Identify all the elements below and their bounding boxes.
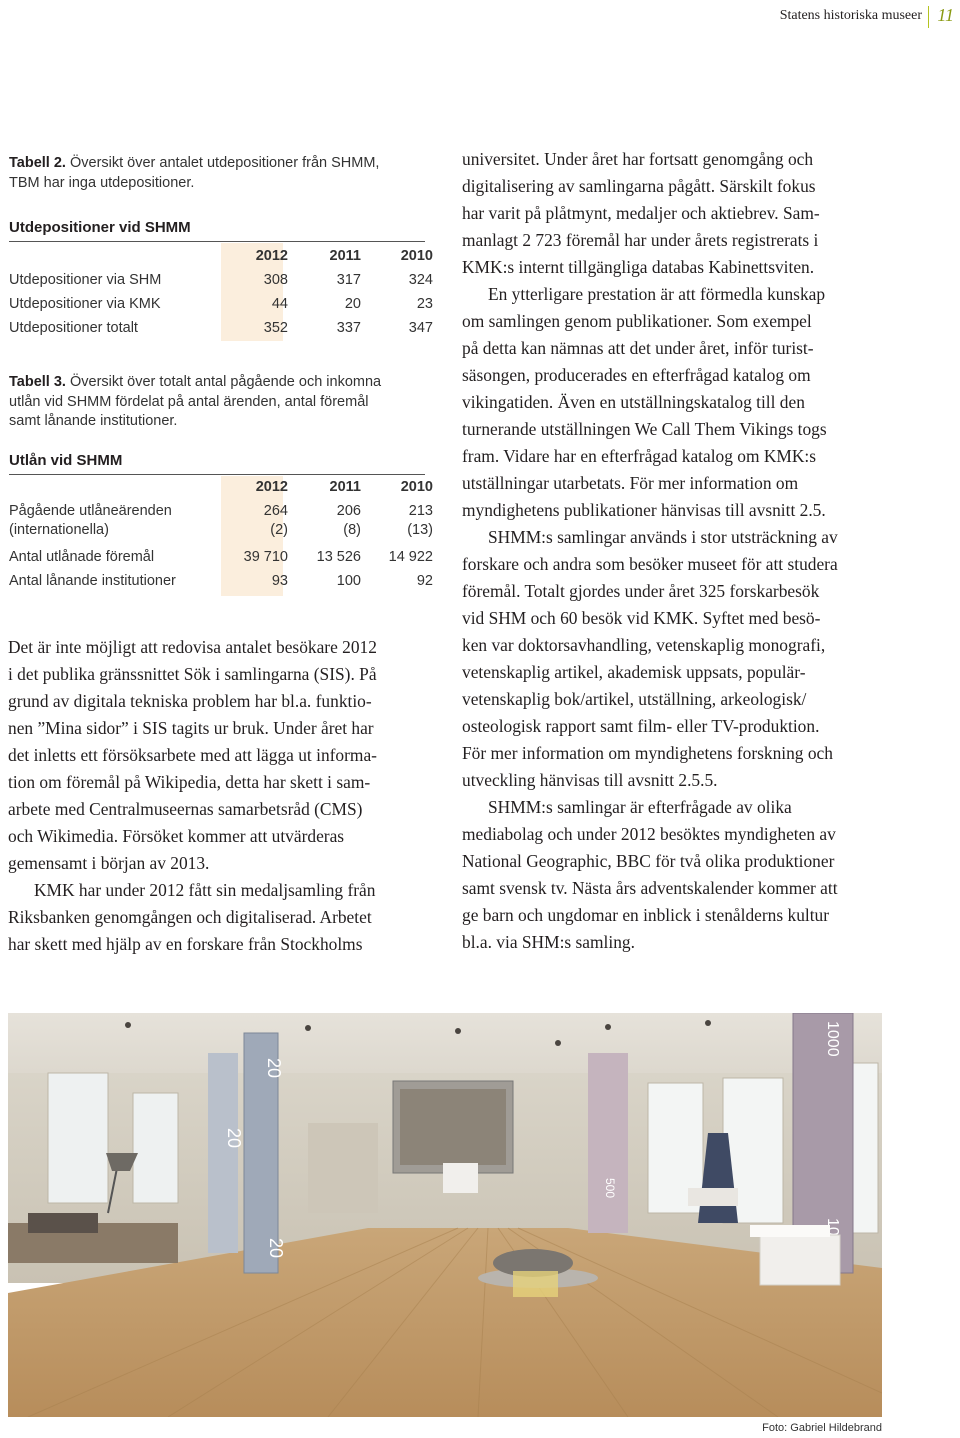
text-line: tion om föremål på Wikipedia, detta har skett i sam- — [8, 772, 371, 792]
table3-row-label: Antal lånande institutioner — [9, 573, 176, 589]
photo-credit: Foto: Gabriel Hildebrand — [762, 1422, 882, 1434]
banner-text: 1000 — [824, 1021, 841, 1057]
text-line: universitet. Under året har fortsatt genomgång och — [462, 149, 814, 169]
table3-cell: 39 710 — [243, 549, 288, 565]
text-line: vetenskaplig bok/artikel, utställning, arkeologisk/ — [462, 689, 807, 709]
right-paragraph-1 — [462, 146, 892, 281]
text-line: föremål. Totalt gjordes under året 325 forskarbesök — [462, 581, 820, 601]
table3-cell: 213 — [408, 503, 433, 519]
page-number: 11 — [937, 5, 954, 25]
text-line: turnerande utställningen We Call Them Vikings togs — [462, 419, 827, 439]
text-line: SHMM:s samlingar är efterfrågade av olika — [488, 797, 792, 817]
text-line: vid SHM och 60 besök vid KMK. Syftet med besö- — [462, 608, 821, 628]
table3-title: Utlån vid SHMM — [9, 452, 123, 469]
exhibition-hall-photo — [8, 1013, 882, 1417]
exhibition-hall-illustration — [8, 1013, 882, 1417]
table3-caption-label: Tabell 3. — [9, 374, 66, 390]
text-line: utveckling hänvisas till avsnitt 2.5.5. — [462, 770, 718, 790]
left-body-text — [8, 634, 433, 958]
text-line: För mer information om myndighetens forskning och — [462, 743, 833, 763]
text-line: det inletts ett försöksarbete med att lägga ut informa- — [8, 745, 377, 765]
table2-cell: 20 — [344, 296, 361, 312]
right-paragraph-4 — [462, 794, 892, 956]
banner-text: 20 — [224, 1128, 244, 1149]
text-line: myndighetens publikationer hänvisas till avsnitt 2.5. — [462, 500, 826, 520]
table3-row-label: Pågående utlåneärenden — [9, 503, 172, 519]
table3-cell: (2) — [270, 522, 288, 538]
table2-cell: 44 — [271, 296, 288, 312]
text-line: och Wikimedia. Försöket kommer att utvärderas — [8, 826, 345, 846]
right-body-text — [462, 146, 892, 956]
header-divider — [928, 6, 929, 28]
text-line: på detta kan nämnas att det under året, inför turist- — [462, 338, 814, 358]
table3-cell: 14 922 — [388, 549, 433, 565]
table2-title: Utdepositioner vid SHMM — [9, 219, 191, 236]
table3-cell: 100 — [336, 573, 361, 589]
text-line: bl.a. via SHM:s samling. — [462, 932, 635, 952]
table2-cell: 324 — [408, 272, 433, 288]
table3-cell: (8) — [343, 522, 361, 538]
table3-cell: 264 — [263, 503, 288, 519]
table2-header-row — [9, 248, 433, 270]
table2-cell: 337 — [336, 320, 361, 336]
text-line: Det är inte möjligt att redovisa antalet besökare 2012 — [8, 637, 377, 657]
right-paragraph-3 — [462, 524, 892, 794]
table-row — [9, 549, 433, 571]
text-line: i det publika gränssnittet Sök i samlingarna (SIS). På — [8, 664, 377, 684]
table3-year-2011: 2011 — [329, 479, 361, 495]
table-row — [9, 573, 433, 595]
table-row — [9, 272, 433, 294]
table3-caption-line2: utlån vid SHMM fördelat på antal ärenden, antal föremål — [9, 393, 369, 410]
table2-year-2012: 2012 — [255, 248, 288, 264]
text-line: mediabolag och under 2012 besöktes myndigheten av — [462, 824, 836, 844]
table2-cell: 23 — [416, 296, 433, 312]
text-line: digitalisering av samlingarna pågått. Särskilt fokus — [462, 176, 816, 196]
table2-row-label: Utdepositioner via KMK — [9, 296, 161, 312]
table2-top-rule — [9, 241, 425, 242]
table3-cell: (13) — [407, 522, 433, 538]
table3-year-2010: 2010 — [400, 479, 433, 495]
text-line: Riksbanken genomgången och digitaliserad. Arbetet — [8, 907, 372, 927]
table3-caption — [9, 373, 429, 432]
text-line: har varit på plåtmynt, medaljer och aktiebrev. Sam- — [462, 203, 820, 223]
text-line: fram. Vidare har en efterfrågad katalog om KMK:s — [462, 446, 817, 466]
table2-caption-label: Tabell 2. — [9, 155, 66, 171]
table3-row-label-sub: (internationella) — [9, 522, 109, 538]
text-line: En ytterligare prestation är att förmedla kunskap — [488, 284, 826, 304]
table3-caption-line1: Översikt över totalt antal pågående och inkomna — [65, 374, 382, 390]
text-line: ge barn och ungdomar en inblick i stenålderns kultur — [462, 905, 830, 925]
table3-cell: 92 — [416, 573, 433, 589]
table2-caption-line1: Översikt över antalet utdepositioner från SHMM, — [65, 155, 380, 171]
text-line: ken var doktorsavhandling, vetenskaplig monografi, — [462, 635, 826, 655]
text-line: har skett med hjälp av en forskare från Stockholms — [8, 934, 363, 954]
table-row — [9, 320, 433, 342]
text-line: vikingatiden. Även en utställningskatalog till den — [462, 392, 805, 412]
table2-cell: 352 — [263, 320, 288, 336]
text-line: KMK:s internt tillgängliga databas Kabinettsviten. — [462, 257, 815, 277]
table3-row-label: Antal utlånade föremål — [9, 549, 155, 565]
table2-cell: 308 — [263, 272, 288, 288]
table-row — [9, 296, 433, 318]
table3-caption-line3: samt lånande institutioner. — [9, 413, 178, 429]
left-paragraph-1 — [8, 634, 433, 877]
table3-header-row — [9, 479, 433, 501]
publication-name: Statens historiska museer — [779, 8, 922, 23]
text-line: arbete med Centralmuseernas samarbetsråd (CMS) — [8, 799, 363, 819]
text-line: osteologisk rapport samt film- eller TV-produktion. — [462, 716, 820, 736]
running-head — [0, 5, 960, 28]
text-line: om samlingen genom publikationer. Som exempel — [462, 311, 812, 331]
text-line: grund av digitala tekniska problem har bl.a. funktio- — [8, 691, 372, 711]
banner-text: 20 — [264, 1058, 284, 1079]
table3-top-rule — [9, 474, 425, 475]
text-line: nen ”Mina sidor” i SIS tagits ur bruk. Under året har — [8, 718, 374, 738]
text-line: KMK har under 2012 fått sin medaljsamling från — [34, 880, 376, 900]
text-line: forskare och andra som besöker museet för att studera — [462, 554, 838, 574]
table2-caption-line2: TBM har inga utdepositioner. — [9, 174, 195, 191]
table3-cell: 93 — [271, 573, 288, 589]
text-line: SHMM:s samlingar används i stor utsträckning av — [488, 527, 838, 547]
text-line: utställningar utarbetats. För mer information om — [462, 473, 799, 493]
table2-caption — [9, 154, 429, 193]
table-row — [9, 522, 433, 544]
right-paragraph-2 — [462, 281, 892, 524]
table2-cell: 347 — [408, 320, 433, 336]
left-paragraph-2 — [8, 877, 433, 958]
table2-row-label: Utdepositioner via SHM — [9, 272, 162, 288]
table2-cell: 317 — [336, 272, 361, 288]
text-line: samt svensk tv. Nästa års adventskalender kommer att — [462, 878, 838, 898]
text-line: manlagt 2 723 föremål har under årets registrerats i — [462, 230, 819, 250]
table3-year-2012: 2012 — [255, 479, 288, 495]
table2-row-label: Utdepositioner totalt — [9, 320, 138, 336]
table3-cell: 13 526 — [316, 549, 361, 565]
banner-text: 20 — [266, 1238, 286, 1259]
text-line: gemensamt i början av 2013. — [8, 853, 210, 873]
banner-text: 500 — [603, 1178, 617, 1199]
table2-year-2011: 2011 — [329, 248, 361, 264]
table3-cell: 206 — [336, 503, 361, 519]
text-line: säsongen, producerades en efterfrågad katalog om — [462, 365, 811, 385]
text-line: vetenskaplig artikel, akademisk uppsats, populär- — [462, 662, 806, 682]
text-line: National Geographic, BBC för två olika produktioner — [462, 851, 835, 871]
table2-year-2010: 2010 — [400, 248, 433, 264]
